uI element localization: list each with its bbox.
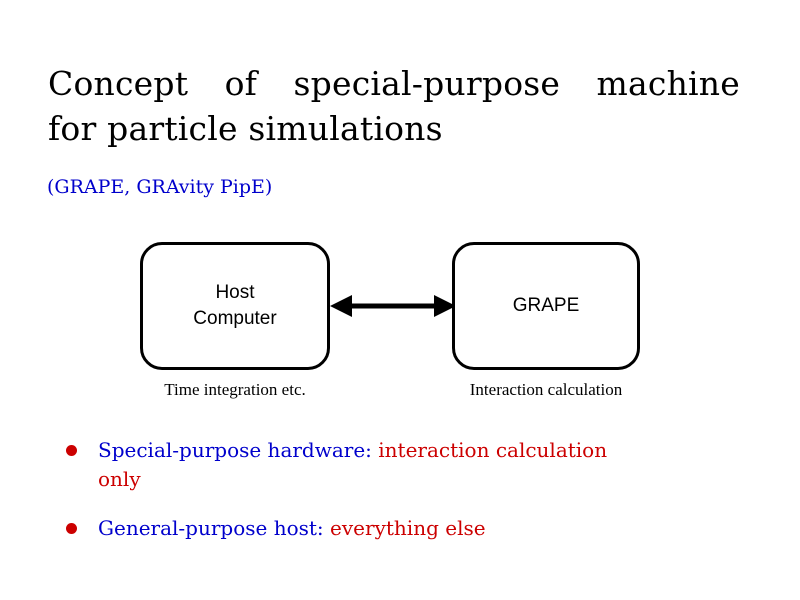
diagram-node-host-label-line-1: Host (215, 282, 255, 304)
diagram-node-grape-label: GRAPE (512, 295, 580, 317)
page-title (48, 62, 748, 151)
list-item-primary-text: Special-purpose hardware: (98, 438, 372, 462)
page-title-line-1: Concept of special-purpose machine (48, 64, 740, 103)
bullet-dot-icon (66, 523, 77, 534)
page-title-line-2: for particle simulations (48, 108, 443, 148)
block-diagram (0, 230, 800, 410)
list-item-primary-text: General-purpose host: (98, 516, 324, 540)
bullet-list (62, 436, 762, 563)
list-item-accent-continuation: only (98, 467, 141, 491)
page-subtitle: (GRAPE, GRAvity PipE) (47, 176, 273, 198)
diagram-node-host-caption: Time integration etc. (164, 380, 306, 399)
diagram-node-grape-caption: Interaction calculation (469, 380, 623, 399)
double-arrow-icon (330, 288, 456, 324)
list-item (62, 514, 762, 543)
list-item (62, 436, 762, 494)
diagram-node-host (140, 242, 330, 370)
diagram-node-host-label-line-2: Computer (193, 308, 277, 329)
list-item-accent-text: interaction calculation (378, 438, 608, 462)
bullet-dot-icon (66, 445, 77, 456)
list-item-accent-text: everything else (330, 516, 486, 540)
diagram-node-grape (452, 242, 640, 370)
